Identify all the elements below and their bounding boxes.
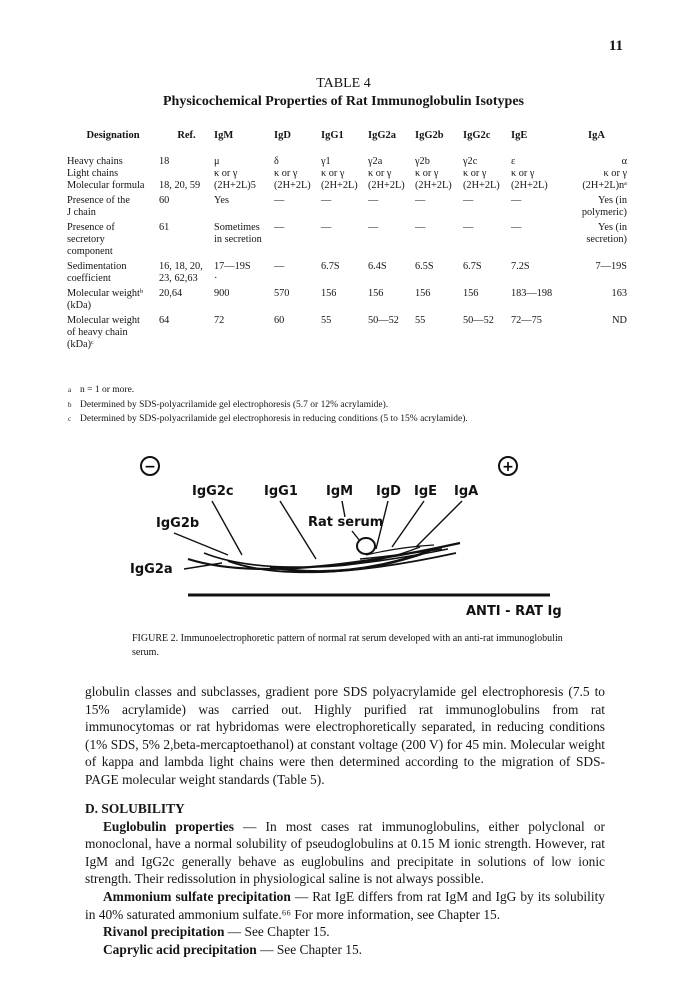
label-anti-rat-ig: ANTI - RAT Ig (466, 604, 562, 619)
table-cell: 7.2S (511, 261, 530, 272)
table-cell: 163 (611, 288, 627, 299)
table-row (67, 156, 627, 168)
table-caption (0, 75, 687, 111)
footnote-text: Determined by SDS-polyacrilamide gel electrophoresis in reducing conditions (5 to 15% acrylamide). (80, 414, 468, 424)
label-igg2c: IgG2c (192, 484, 234, 499)
table-cell: κ or γ (415, 168, 439, 179)
column-header: IgM (214, 130, 234, 141)
minus-symbol: − (144, 459, 156, 475)
table-cell: Presence of the J chain (67, 195, 130, 218)
table-cell: 156 (368, 288, 384, 299)
column-header: Designation (86, 130, 140, 141)
table-cell: 20,64 (159, 288, 183, 299)
run-in-heading: Rivanol precipitation (103, 924, 225, 940)
table-cell: — (274, 195, 285, 206)
table-row (67, 219, 627, 258)
table-cell: κ or γ (368, 168, 392, 179)
table-cell: 60 (159, 195, 170, 206)
table-cell: (2H+2L)5 (214, 180, 256, 191)
label-ige: IgE (414, 484, 438, 499)
footnote (68, 412, 628, 427)
column-header: IgG2b (415, 130, 444, 141)
table-cell: Molecular weightᵇ (kDa) (67, 288, 144, 311)
table-cell: κ or γ (511, 168, 535, 179)
table-label: TABLE 4 (316, 76, 371, 91)
table-cell: 18 (159, 156, 170, 167)
table-cell: (2H+2L) (274, 180, 311, 191)
table-cell: Molecular formula (67, 180, 145, 191)
body-text (85, 683, 605, 789)
table-cell: 7—19S (595, 261, 627, 272)
table-cell: 55 (415, 315, 426, 326)
run-in-heading: Caprylic acid precipitation (103, 941, 257, 957)
table-cell: — (511, 222, 522, 233)
paragraph-text: — Rat IgE differs from rat IgM and IgG by its solubility in 40% saturated ammonium sulfate.⁶⁶ For more information, see Chapter 15. (85, 888, 605, 922)
table-cell: — (274, 222, 285, 233)
column-header: IgG1 (321, 130, 344, 141)
paragraph (85, 941, 605, 959)
table-cell: (2H+2L) (415, 180, 452, 191)
table-cell: ND (612, 315, 627, 326)
table-cell: Yes (214, 195, 229, 206)
paragraph-text: — See Chapter 15. (256, 941, 362, 957)
column-header: IgG2c (463, 130, 491, 141)
table-cell: 50—52 (463, 315, 494, 326)
precipitin-arcs (188, 543, 460, 572)
footnote-mark: b (68, 400, 72, 409)
table-cell: α (621, 156, 627, 167)
table-cell: 6.7S (463, 261, 482, 272)
pointer-lines (174, 501, 462, 569)
table-cell: 900 (214, 288, 230, 299)
label-igg1: IgG1 (264, 484, 298, 499)
table-cell: 6.7S (321, 261, 340, 272)
table-cell: 18, 20, 59 (159, 180, 201, 191)
label-igg2a: IgG2a (130, 562, 173, 577)
table-row (67, 192, 627, 219)
label-iga: IgA (454, 484, 479, 499)
paragraph-text: — See Chapter 15. (224, 924, 330, 940)
table-cell: (2H+2L) (368, 180, 405, 191)
table-cell: (2H+2L) (321, 180, 358, 191)
table-row (67, 258, 627, 285)
table-cell: 64 (159, 315, 170, 326)
table-cell: Molecular weight of heavy chain (kDa)ᶜ (67, 315, 140, 350)
table-cell: Yes (in polymeric) (581, 195, 627, 218)
table-cell: — (415, 195, 426, 206)
table-title: Physicochemical Properties of Rat Immunoglobulin Isotypes (162, 94, 524, 109)
table-row (67, 312, 627, 351)
table-cell: — (368, 195, 379, 206)
table-cell: 6.5S (415, 261, 434, 272)
column-header: IgG2a (368, 130, 397, 141)
paragraph (85, 888, 605, 923)
paragraph-text: — In most cases rat immunoglobulins, either polyclonal or monoclonal, have a normal solubility of pseudoglobulins at 0.15 M ionic strength. However, rat IgM and IgG2c generally behave as euglobulins and precipitate in solutions of low ionic strength. Their redissolution in physiological saline is not always possible. (85, 818, 605, 887)
table-cell: 72 (214, 315, 225, 326)
column-header: IgE (511, 130, 528, 141)
figure-drawing (130, 455, 570, 625)
table-cell: 72—75 (511, 315, 542, 326)
table-cell: 156 (321, 288, 337, 299)
paragraph: globulin classes and subclasses, gradient pore SDS polyacrylamide gel electrophoresis (7.5 to 15% acrylamide) was carried out. Highly purified rat immunoglobulins from rat immunocytomas or rat hybridomas were electrophoretically separated, in reducing conditions (1% SDS, 5% 2,beta-mercaptoethanol) at constant voltage (200 V) for 45 min. Molecular weight of kappa and lambda light chains were then determined according to the migration of SDS-PAGE molecular weight standards (Table 5). (85, 684, 605, 787)
column-header: IgD (274, 130, 291, 141)
table-footnotes (68, 383, 628, 427)
table-cell: κ or γ (603, 168, 627, 179)
run-in-heading: Euglobulin properties (103, 818, 234, 834)
table-cell: γ2b (415, 156, 430, 167)
table-row (67, 168, 627, 180)
table-cell: — (321, 195, 332, 206)
table-cell: 61 (159, 222, 170, 233)
table-cell: 183—198 (511, 288, 553, 299)
table-cell (159, 168, 214, 180)
table-row (67, 285, 627, 312)
table-cell: γ2c (463, 156, 478, 167)
table-cell: — (368, 222, 379, 233)
table-cell: κ or γ (321, 168, 345, 179)
label-rat-serum: Rat serum (308, 515, 384, 530)
paragraph (85, 923, 605, 941)
section-heading: D. SOLUBILITY (85, 801, 185, 816)
properties-table (67, 127, 627, 351)
table-cell: 17—19S · (214, 261, 251, 284)
plus-electrode-icon (499, 457, 517, 475)
table-cell: — (463, 195, 474, 206)
table-cell: Presence of secretory component (67, 222, 115, 257)
table-cell: (2H+2L) (463, 180, 500, 191)
table-cell: (2H+2L)nᵃ (582, 180, 627, 191)
footnote-text: n = 1 or more. (80, 385, 135, 395)
table-cell: 16, 18, 20, 23, 62,63 (159, 261, 203, 284)
table-cell: 156 (415, 288, 431, 299)
table-cell: Sometimes in secretion (214, 222, 262, 245)
table-row (67, 180, 627, 192)
table-cell: κ or γ (214, 168, 238, 179)
plus-symbol: + (502, 459, 514, 475)
table-cell: γ2a (368, 156, 383, 167)
table-cell: Sedimentation coefficient (67, 261, 127, 284)
paragraph (85, 818, 605, 888)
table-cell: 60 (274, 315, 285, 326)
run-in-heading: Ammonium sulfate precipitation (103, 888, 291, 904)
table-cell: 156 (463, 288, 479, 299)
solubility-section (85, 800, 605, 958)
table-cell: Yes (in secretion) (586, 222, 627, 245)
table-cell: Heavy chains (67, 156, 123, 167)
footnote-text: Determined by SDS-polyacrilamide gel electrophoresis (5.7 or 12% acrylamide). (80, 399, 389, 410)
table-cell: — (321, 222, 332, 233)
table-cell: Light chains (67, 168, 119, 179)
table-header-row (67, 127, 627, 156)
table-cell: 55 (321, 315, 332, 326)
table-cell: γ1 (321, 156, 331, 167)
table-cell: κ or γ (463, 168, 487, 179)
table-cell: — (415, 222, 426, 233)
footnote-mark: c (68, 415, 72, 423)
table-cell: — (511, 195, 522, 206)
immunoelectrophoresis-figure (130, 455, 570, 625)
table-cell: μ (214, 156, 220, 167)
table-cell: 570 (274, 288, 290, 299)
table-cell: — (274, 261, 285, 272)
table-cell: — (463, 222, 474, 233)
minus-electrode-icon (141, 457, 159, 475)
label-igg2b: IgG2b (156, 516, 200, 531)
footnote (68, 398, 628, 413)
table-cell: κ or γ (274, 168, 298, 179)
column-header: Ref. (177, 130, 196, 141)
table-cell: 50—52 (368, 315, 399, 326)
table-cell: δ (274, 156, 279, 167)
label-igm: IgM (326, 484, 354, 499)
table-cell: ε (511, 156, 516, 167)
footnote-mark: a (68, 386, 72, 394)
table-cell: (2H+2L) (511, 180, 548, 191)
footnote (68, 383, 628, 398)
page-number: 11 (608, 38, 623, 54)
column-header: IgA (588, 130, 605, 141)
table-cell: 6.4S (368, 261, 387, 272)
figure-caption: FIGURE 2. Immunoelectrophoretic pattern of normal rat serum developed with an anti-rat immunoglobulin serum. (132, 633, 563, 658)
label-igd: IgD (376, 484, 401, 499)
